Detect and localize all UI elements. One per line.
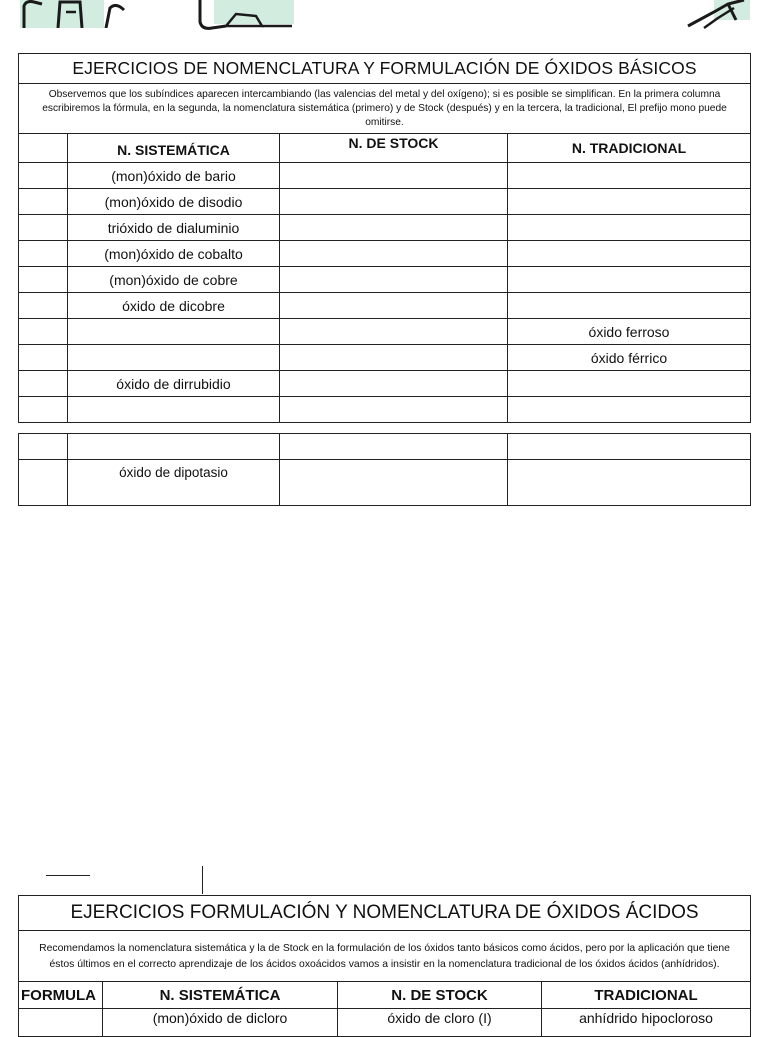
basic-oxides-instructions: Observemos que los subíndices aparecen intercambiando (las valencias del metal y del oxígeno); si es posible se simplifican. En la primera columna escribiremos la fórmula, en la segunda, la nomenclatura sistemática (primero) y de Stock (después) y en la tercera, la tradicional, El prefijo mono puede omitirse.	[19, 84, 751, 134]
table-row-5-stock[interactable]	[280, 267, 508, 293]
table-row-10-sistematica[interactable]	[68, 397, 280, 423]
clipart-middle-icon	[196, 0, 294, 30]
table-row-5-tradicional[interactable]	[508, 267, 751, 293]
acid-row-1-sistematica: (mon)óxido de dicloro	[103, 1009, 338, 1037]
divider-line-vertical	[202, 866, 203, 894]
table-row-4-stock[interactable]	[280, 241, 508, 267]
table-row-9-tradicional[interactable]	[508, 371, 751, 397]
table-row-12-stock[interactable]	[280, 460, 508, 506]
table-row-10-formula[interactable]	[19, 397, 68, 423]
table-row-2-stock[interactable]	[280, 189, 508, 215]
table-row-11-sistematica[interactable]	[68, 434, 280, 460]
table-row-9-stock[interactable]	[280, 371, 508, 397]
header-formula	[19, 134, 68, 163]
table-row-1-formula[interactable]	[19, 163, 68, 189]
header-stock: N. DE STOCK	[280, 134, 508, 163]
acid-row-1-stock: óxido de cloro (I)	[338, 1009, 542, 1037]
table-row-2-sistematica: (mon)óxido de disodio	[68, 189, 280, 215]
table-row-7-tradicional: óxido ferroso	[508, 319, 751, 345]
table-row-6-sistematica: óxido de dicobre	[68, 293, 280, 319]
table-row-9-formula[interactable]	[19, 371, 68, 397]
table-row-3-tradicional[interactable]	[508, 215, 751, 241]
divider-line	[46, 875, 90, 876]
header-tradicional: TRADICIONAL	[542, 982, 751, 1009]
table-row-7-stock[interactable]	[280, 319, 508, 345]
table-row-8-tradicional: óxido férrico	[508, 345, 751, 371]
table-row-12-formula[interactable]	[19, 460, 68, 506]
table-row-3-formula[interactable]	[19, 215, 68, 241]
acid-row-1-tradicional: anhídrido hipocloroso	[542, 1009, 751, 1037]
table-row-11-tradicional[interactable]	[508, 434, 751, 460]
table-row-6-stock[interactable]	[280, 293, 508, 319]
table-row-4-formula[interactable]	[19, 241, 68, 267]
table-row-4-sistematica: (mon)óxido de cobalto	[68, 241, 280, 267]
table-row-7-sistematica[interactable]	[68, 319, 280, 345]
acid-row-1-formula[interactable]	[19, 1009, 103, 1037]
header-tradicional: N. TRADICIONAL	[508, 134, 751, 163]
table-row-11-stock[interactable]	[280, 434, 508, 460]
table-row-12-tradicional[interactable]	[508, 460, 751, 506]
table-row-8-stock[interactable]	[280, 345, 508, 371]
table-row-2-formula[interactable]	[19, 189, 68, 215]
table-row-4-tradicional[interactable]	[508, 241, 751, 267]
table-row-12-sistematica: óxido de dipotasio	[68, 460, 280, 506]
table-row-8-sistematica[interactable]	[68, 345, 280, 371]
acid-oxides-instructions: Recomendamos la nomenclatura sistemática y la de Stock en la formulación de los óxidos tanto básicos como ácidos, pero por la aplicación que tiene éstos últimos en el correcto aprendizaje de los ácidos oxoácidos vamos a insistir en la nomenclatura tradicional de los óxidos ácidos (anhídridos).	[19, 931, 751, 982]
table-row-3-stock[interactable]	[280, 215, 508, 241]
table-row-9-sistematica: óxido de dirrubidio	[68, 371, 280, 397]
clipart-right-icon	[684, 0, 750, 30]
table-row-6-formula[interactable]	[19, 293, 68, 319]
table-row-2-tradicional[interactable]	[508, 189, 751, 215]
table-row-3-sistematica: trióxido de dialuminio	[68, 215, 280, 241]
clipart-left-icon	[20, 0, 132, 28]
acid-oxides-table	[18, 895, 751, 1037]
header-sistematica: N. SISTEMÁTICA	[68, 134, 280, 163]
header-formula: FORMULA	[19, 982, 103, 1009]
table-row-7-formula[interactable]	[19, 319, 68, 345]
acid-oxides-title: EJERCICIOS FORMULACIÓN Y NOMENCLATURA DE ÓXIDOS ÁCIDOS	[19, 896, 751, 931]
table-row-8-formula[interactable]	[19, 345, 68, 371]
table-row-1-stock[interactable]	[280, 163, 508, 189]
table-row-10-stock[interactable]	[280, 397, 508, 423]
header-sistematica: N. SISTEMÁTICA	[103, 982, 338, 1009]
basic-oxides-title: EJERCICIOS DE NOMENCLATURA Y FORMULACIÓN DE ÓXIDOS BÁSICOS	[19, 54, 751, 84]
table-row-11-formula[interactable]	[19, 434, 68, 460]
header-stock: N. DE STOCK	[338, 982, 542, 1009]
basic-oxides-continuation-table	[18, 433, 751, 506]
table-row-10-tradicional[interactable]	[508, 397, 751, 423]
table-row-1-sistematica: (mon)óxido de bario	[68, 163, 280, 189]
basic-oxides-table	[18, 53, 751, 423]
table-row-5-sistematica: (mon)óxido de cobre	[68, 267, 280, 293]
table-row-1-tradicional[interactable]	[508, 163, 751, 189]
table-row-5-formula[interactable]	[19, 267, 68, 293]
table-row-6-tradicional[interactable]	[508, 293, 751, 319]
